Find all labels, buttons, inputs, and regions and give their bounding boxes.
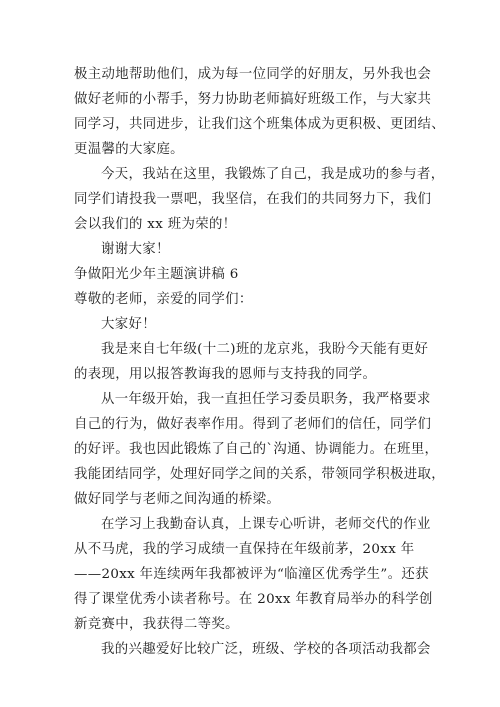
- text-line: 的表现，用以报答教诲我的恩师与支持我的同学。: [74, 367, 377, 382]
- text-line: 的好评。我也因此锻炼了自己的`沟通、协调能力。在班里，: [74, 442, 439, 457]
- text-line: 同学们请投我一票吧，我坚信，在我们的共同努力下，我们: [74, 192, 432, 207]
- text-line: ——20xx 年连续两年我都被评为“临潼区优秀学生”。还获: [74, 567, 429, 582]
- text-line: 会以我们的 xx 班为荣的！: [74, 217, 237, 232]
- text-line: 在学习上我勤奋认真，上课专心听讲，老师交代的作业: [101, 517, 431, 532]
- text-line: 做好同学与老师之间沟通的桥梁。: [74, 492, 281, 507]
- text-line: 我的兴趣爱好比较广泛，班级、学校的各项活动我都会: [101, 642, 431, 657]
- greeting: 大家好！: [101, 317, 156, 332]
- text-line: 更温馨的大家庭。: [74, 142, 184, 157]
- text-line: 自己的行为，做好表率作用。得到了老师们的信任，同学们: [74, 417, 432, 432]
- text-line: 得了课堂优秀小读者称号。在 20xx 年教育局举办的科学创: [74, 592, 433, 607]
- text-line: 新竞赛中，我获得二等奖。: [74, 617, 239, 632]
- salutation: 尊敬的老师，亲爱的同学们：: [74, 292, 253, 307]
- text-line: 极主动地帮助他们，成为每一位同学的好朋友，另外我也会: [74, 67, 432, 82]
- text-line: 从不马虎，我的学习成绩一直保持在年级前茅，20xx 年: [74, 542, 415, 557]
- text-line: 我能团结同学，处理好同学之间的关系，带领同学积极进取，: [74, 467, 445, 482]
- text-line: 我是来自七年级(十二)班的龙京兆，我盼今天能有更好: [101, 342, 429, 357]
- section-heading: 争做阳光少年主题演讲稿 6: [74, 267, 239, 282]
- text-line: 做好老师的小帮手，努力协助老师搞好班级工作，与大家共: [74, 92, 432, 107]
- text-line: 从一年级开始，我一直担任学习委员职务，我严格要求: [101, 392, 431, 407]
- text-line: 谢谢大家！: [101, 242, 170, 257]
- text-line: 今天，我站在这里，我锻炼了自己，我是成功的参与者，: [101, 167, 445, 182]
- text-line: 同学习，共同进步，让我们这个班集体成为更积极、更团结、: [74, 117, 445, 132]
